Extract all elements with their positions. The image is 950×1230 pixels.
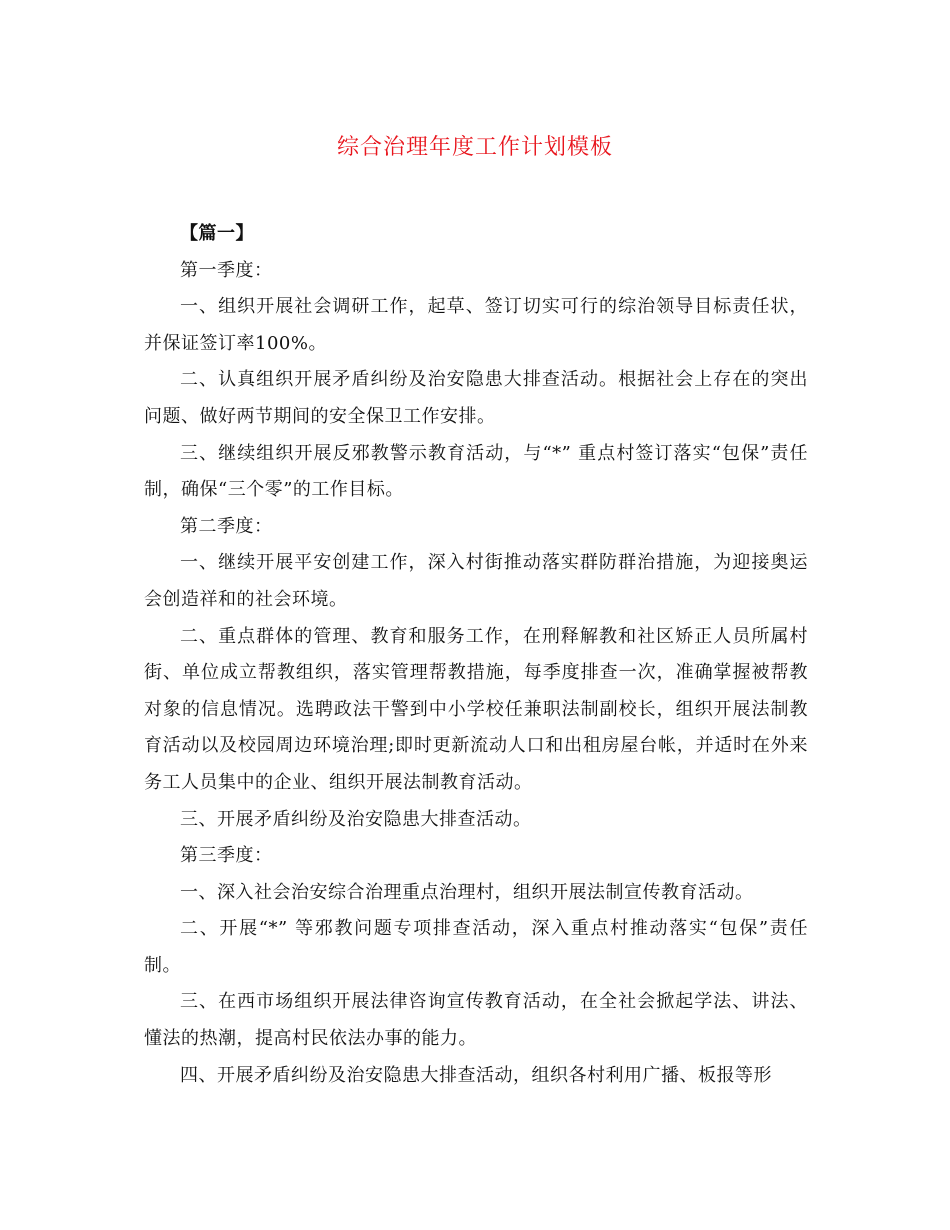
quarter-heading: 第二季度： bbox=[180, 515, 273, 537]
paragraph: 二、认真组织开展矛盾纠纷及治安隐患大排查活动。根据社会上存在的突出问题、做好两节期间的安全保卫工作安排。 bbox=[144, 369, 808, 427]
paragraph: 三、继续组织开展反邪教警示教育活动，与“*” 重点村签订落实“包保”责任制，确保“三个零”的工作目标。 bbox=[144, 442, 808, 501]
paragraph: 四、开展矛盾纠纷及治安隐患大排查活动，组织各村利用广播、板报等形 bbox=[180, 1064, 772, 1086]
document-title: 综合治理年度工作计划模板 bbox=[336, 135, 613, 160]
quarter-heading: 第三季度： bbox=[180, 845, 273, 867]
section-heading: 【篇一】 bbox=[180, 223, 254, 244]
paragraph: 二、开展“*” 等邪教问题专项排查活动，深入重点村推动落实“包保”责任制。 bbox=[144, 918, 808, 976]
document-body bbox=[144, 216, 808, 1094]
paragraph: 二、重点群体的管理、教育和服务工作，在刑释解教和社区矫正人员所属村街、单位成立帮教组织，落实管理帮教措施，每季度排查一次，准确掌握被帮教对象的信息情况。选聘政法干警到中小学校任兼职法制副校长，组织开展法制教育活动以及校园周边环境治理;即时更新流动人口和出租房屋台帐，并适时在外来务工人员集中的企业、组织开展法制教育活动。 bbox=[144, 625, 808, 793]
quarter-heading: 第一季度： bbox=[180, 259, 273, 281]
paragraph: 一、深入社会治安综合治理重点治理村，组织开展法制宣传教育活动。 bbox=[180, 881, 754, 903]
paragraph: 三、在西市场组织开展法律咨询宣传教育活动，在全社会掀起学法、讲法、懂法的热潮，提高村民依法办事的能力。 bbox=[144, 991, 808, 1050]
paragraph: 一、组织开展社会调研工作，起草、签订切实可行的综治领导目标责任状，并保证签订率100%。 bbox=[144, 296, 808, 354]
paragraph: 一、继续开展平安创建工作，深入村街推动落实群防群治措施，为迎接奥运会创造祥和的社会环境。 bbox=[144, 552, 808, 610]
paragraph: 三、开展矛盾纠纷及治安隐患大排查活动。 bbox=[180, 808, 532, 830]
